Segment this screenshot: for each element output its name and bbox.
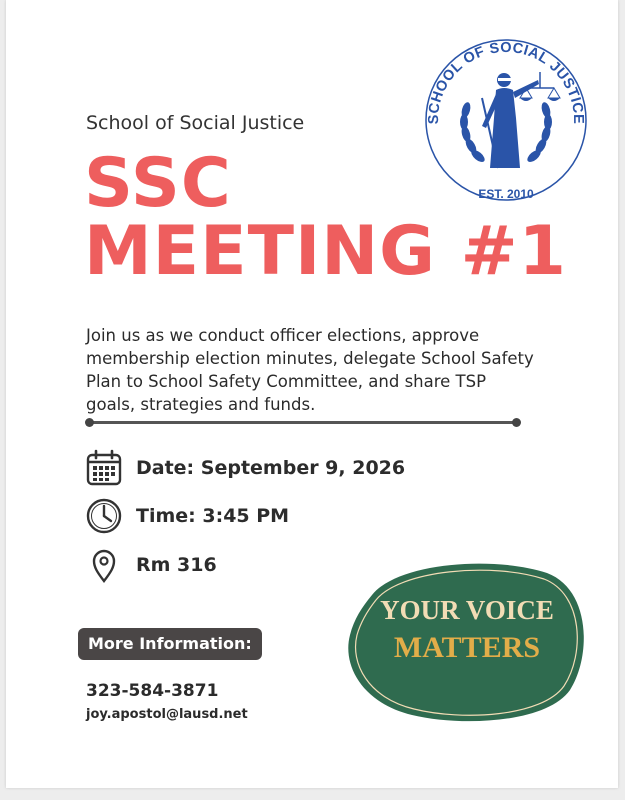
divider-line xyxy=(89,421,517,424)
title-line-1: SSC xyxy=(84,144,232,223)
clock-icon xyxy=(84,496,124,536)
room-text: Rm 316 xyxy=(136,554,217,576)
location-pin-icon xyxy=(84,545,124,585)
calendar-icon xyxy=(84,448,124,488)
divider-dot-left xyxy=(85,418,94,427)
time-row xyxy=(84,496,289,536)
callout-text xyxy=(342,592,592,668)
divider-dot-right xyxy=(512,418,521,427)
callout-line-2: MATTERS xyxy=(393,631,541,664)
logo-arc-text: SCHOOL OF SOCIAL JUSTICE xyxy=(425,39,587,125)
time-text: Time: 3:45 PM xyxy=(136,505,290,527)
contact-email[interactable]: joy.apostol@lausd.net xyxy=(86,707,248,722)
date-text: Date: September 9, 2026 xyxy=(136,457,406,479)
date-row xyxy=(84,448,405,488)
flyer-page xyxy=(6,0,618,788)
logo-est-text: EST. 2010 xyxy=(478,187,534,201)
callout-line-1: YOUR VOICE xyxy=(380,595,554,625)
title-line-2: MEETING #1 xyxy=(84,212,567,291)
more-information-label: More Information: xyxy=(78,628,262,660)
school-name: School of Social Justice xyxy=(86,112,305,134)
contact-phone[interactable]: 323-584-3871 xyxy=(86,681,219,701)
meeting-description: Join us as we conduct officer elections, approve membership election minutes, delegate School Safety Plan to School Safety Committee, and share TSP goals, strategies and funds. xyxy=(86,326,534,414)
meeting-title xyxy=(84,144,567,291)
room-row xyxy=(84,545,217,585)
